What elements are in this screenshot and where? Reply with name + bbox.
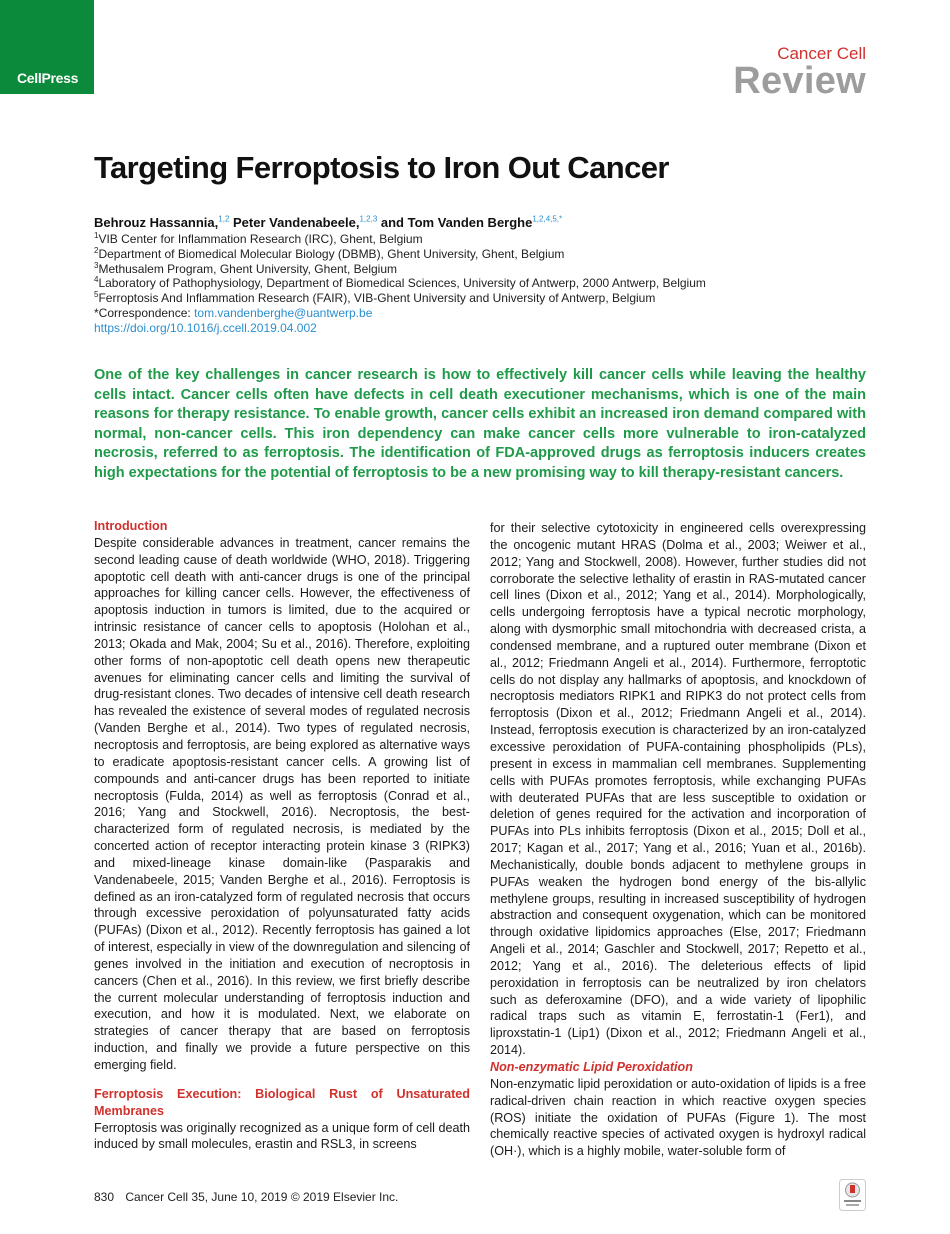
- cellpress-logo: CellPress: [17, 70, 79, 86]
- lipid-peroxidation-paragraph: Non-enzymatic lipid peroxidation or auto-oxidation of lipids is a free radical-driven chain reaction in which reactive oxygen species (ROS) initiate the oxidation of PUFAs (Figure 1). The most chemically reactive species of activated oxygen is hydroxyl radical (OH·), which is a highly mobile, water-soluble form of: [490, 1076, 866, 1159]
- author-name[interactable]: Peter Vandenabeele,: [233, 215, 360, 230]
- section-heading-introduction: Introduction: [94, 519, 168, 533]
- subsection-heading-lipid-peroxidation: Non-enzymatic Lipid Peroxidation: [490, 1060, 693, 1074]
- article-type: Review: [733, 60, 866, 102]
- body-column-left: [94, 518, 470, 1153]
- journal-name: Cancer Cell: [777, 44, 866, 63]
- body-column-right: [490, 520, 866, 1160]
- intro-paragraph: Despite considerable advances in treatment, cancer remains the second leading cause of death worldwide (WHO, 2018). Triggering apoptotic cell death with anti-cancer drugs is one of the principal approaches for killing cancer cells. However, the effectiveness of apoptosis induction in tumors is limited, due to the acquired or intrinsic resistance of cancer cells to apoptosis (Holohan et al., 2013; Okada and Mak, 2004; Su et al., 2016). Therefore, exploiting other forms of non-apoptotic cell death opens new therapeutic avenues for eliminating cancer cells and limiting the survival of drug-resistant clones. Two decades of intensive cell death research has revealed the existence of several modes of regulated necrosis (Vanden Berghe et al., 2014). Two types of regulated necrosis, necroptosis and ferroptosis, are being explored as alternative ways to eradicate apoptosis-resistant cancer cells. A growing list of compounds and anti-cancer drugs has been reported to initiate necroptosis (Fulda, 2014) as well as ferroptosis (Conrad et al., 2016; Yang and Stockwell, 2016). Necroptosis, the best-characterized form of regulated necrosis, is mediated by the concerted action of receptor interacting protein kinase 3 (RIPK3) and mixed-lineage kinase domain-like (Pasparakis and Vandenabeele, 2015; Vanden Berghe et al., 2016). Ferroptosis is defined as an iron-catalyzed form of regulated necrosis that occurs through excessive peroxidation of polyunsaturated fatty acids (PUFAs) (Dixon et al., 2012). Recently ferroptosis has gained a lot of interest, especially in view of the downregulation and silencing of genes involved in the initiation and execution of necroptosis in cancers (Chen et al., 2016). In this review, we first briefly describe the current molecular understanding of ferroptosis induction and execution, and how it is modulated. Next, we elaborate on strategies of cancer therapy that are based on ferroptosis induction, and finally we provide a future perspective on this emerging field.: [94, 535, 470, 1072]
- affiliation: $^4$Laboratory of Pathophysiology, Department of Biomedical Sciences, University of Antwerp, 2000 Antwerp, Belgium: [94, 275, 706, 291]
- author-list: [94, 215, 562, 230]
- footer-citation: Cancer Cell 35, June 10, 2019 © 2019 Elsevier Inc.: [125, 1190, 399, 1204]
- doi-link[interactable]: https://doi.org/10.1016/j.ccell.2019.04.002: [94, 320, 317, 335]
- execution-paragraph: Ferroptosis was originally recognized as a unique form of cell death induced by small molecules, erastin and RSL3, in screens: [94, 1120, 470, 1152]
- author-affil-ref[interactable]: 1,2,4,5,*: [532, 214, 563, 224]
- author-name[interactable]: and Tom Vanden Berghe: [380, 215, 533, 230]
- cellpress-badge: [0, 0, 94, 94]
- correspondence: *Correspondence: tom.vandenberghe@uantwerp.be: [94, 305, 373, 320]
- affiliation: $^5$Ferroptosis And Inflammation Research (FAIR), VIB-Ghent University and University of Antwerp, Belgium: [94, 290, 656, 306]
- affiliation: $^3$Methusalem Program, Ghent University, Ghent, Belgium: [94, 260, 398, 276]
- page-number: 830: [94, 1190, 115, 1204]
- check-for-updates-icon[interactable]: [839, 1179, 866, 1211]
- author-name[interactable]: Behrouz Hassannia,: [94, 215, 219, 230]
- author-affil-ref[interactable]: 1,2,3: [359, 214, 378, 224]
- section-heading-execution: Ferroptosis Execution: Biological Rust of Unsaturated Membranes: [94, 1086, 470, 1118]
- summary: One of the key challenges in cancer research is how to effectively kill cancer cells while leaving the healthy cells intact. Cancer cells often have defects in cell death executioner mechanisms, which is one of the main reasons for therapy resistance. To enable growth, cancer cells exhibit an increased iron demand compared with normal, non-cancer cells. This iron dependency can make cancer cells more vulnerable to iron-catalyzed necrosis, referred to as ferroptosis. The identification of FDA-approved drugs as ferroptosis inducers creates high expectations for the potential of ferroptosis to be a new promising way to kill therapy-resistant cancers.: [94, 367, 866, 481]
- author-affil-ref[interactable]: 1,2: [218, 214, 230, 224]
- affiliation: $^1$VIB Center for Inflammation Research (IRC), Ghent, Belgium: [94, 231, 423, 246]
- page-footer: [94, 1190, 398, 1204]
- correspondence-email-link[interactable]: tom.vandenberghe@uantwerp.be: [194, 305, 373, 320]
- article-title: Targeting Ferroptosis to Iron Out Cancer: [94, 150, 669, 185]
- affiliations: [94, 232, 706, 336]
- affiliation: $^2$Department of Biomedical Molecular Biology (DBMB), Ghent University, Ghent, Belgium: [94, 245, 565, 261]
- execution-paragraph-continued: for their selective cytotoxicity in engineered cells overexpressing the oncogenic mutant HRAS (Dolma et al., 2003; Weiwer et al., 2012; Yang and Stockwell, 2008). However, further studies did not corroborate the selective lethality of erastin in RAS-mutated cancer cell lines (Dixon et al., 2012; Yang et al., 2014). Morphologically, cells undergoing ferroptosis have a typical necrotic morphology, along with dysmorphic small mitochondria with decreased crista, a condensed membrane, and a ruptured outer membrane (Dixon et al., 2012; Friedmann Angeli et al., 2014). Furthermore, ferroptotic cells do not display any hallmarks of apoptosis, and knockdown of necroptosis mediators RIPK1 and RIPK3 do not protect cells from ferroptosis (Dixon et al., 2012; Friedmann Angeli et al., 2014). Instead, ferroptosis execution is characterized by an iron-catalyzed excessive peroxidation of PUFA-containing phospholipids (PLs), present in excess in mammalian cell membranes. Supplementing cells with PUFAs promotes ferroptosis, while exchanging PUFAs with deuterated PUFAs that are less susceptible to oxidation or deletion of genes required for the activation and incorporation of PUFAs into PLs inhibits ferroptosis (Dixon et al., 2015; Doll et al., 2017; Kagan et al., 2017; Yang et al., 2016; Yuan et al., 2016b). Mechanistically, double bonds adjacent to methylene groups in PUFAs weaken the hydrogen bond energy of the bis-allylic methylene groups, resulting in increased susceptibility of hydrogen abstraction and consequent oxygenation, which can be monitored through oxidative lipidomics approaches (Else, 2017; Friedmann Angeli et al., 2014; Gaschler and Stockwell, 2017; Repetto et al., 2012; Yang et al., 2016). The deleterious effects of lipid peroxidation in ferroptosis can be neutralized by iron chelators such as deferoxamine (DFO), and a wide variety of lipophilic radical traps such as vitamin E, ferrostatin-1 (Fer1), and liproxstatin-1 (Lip1) (Dixon et al., 2012; Friedmann Angeli et al., 2014).: [490, 521, 866, 1058]
